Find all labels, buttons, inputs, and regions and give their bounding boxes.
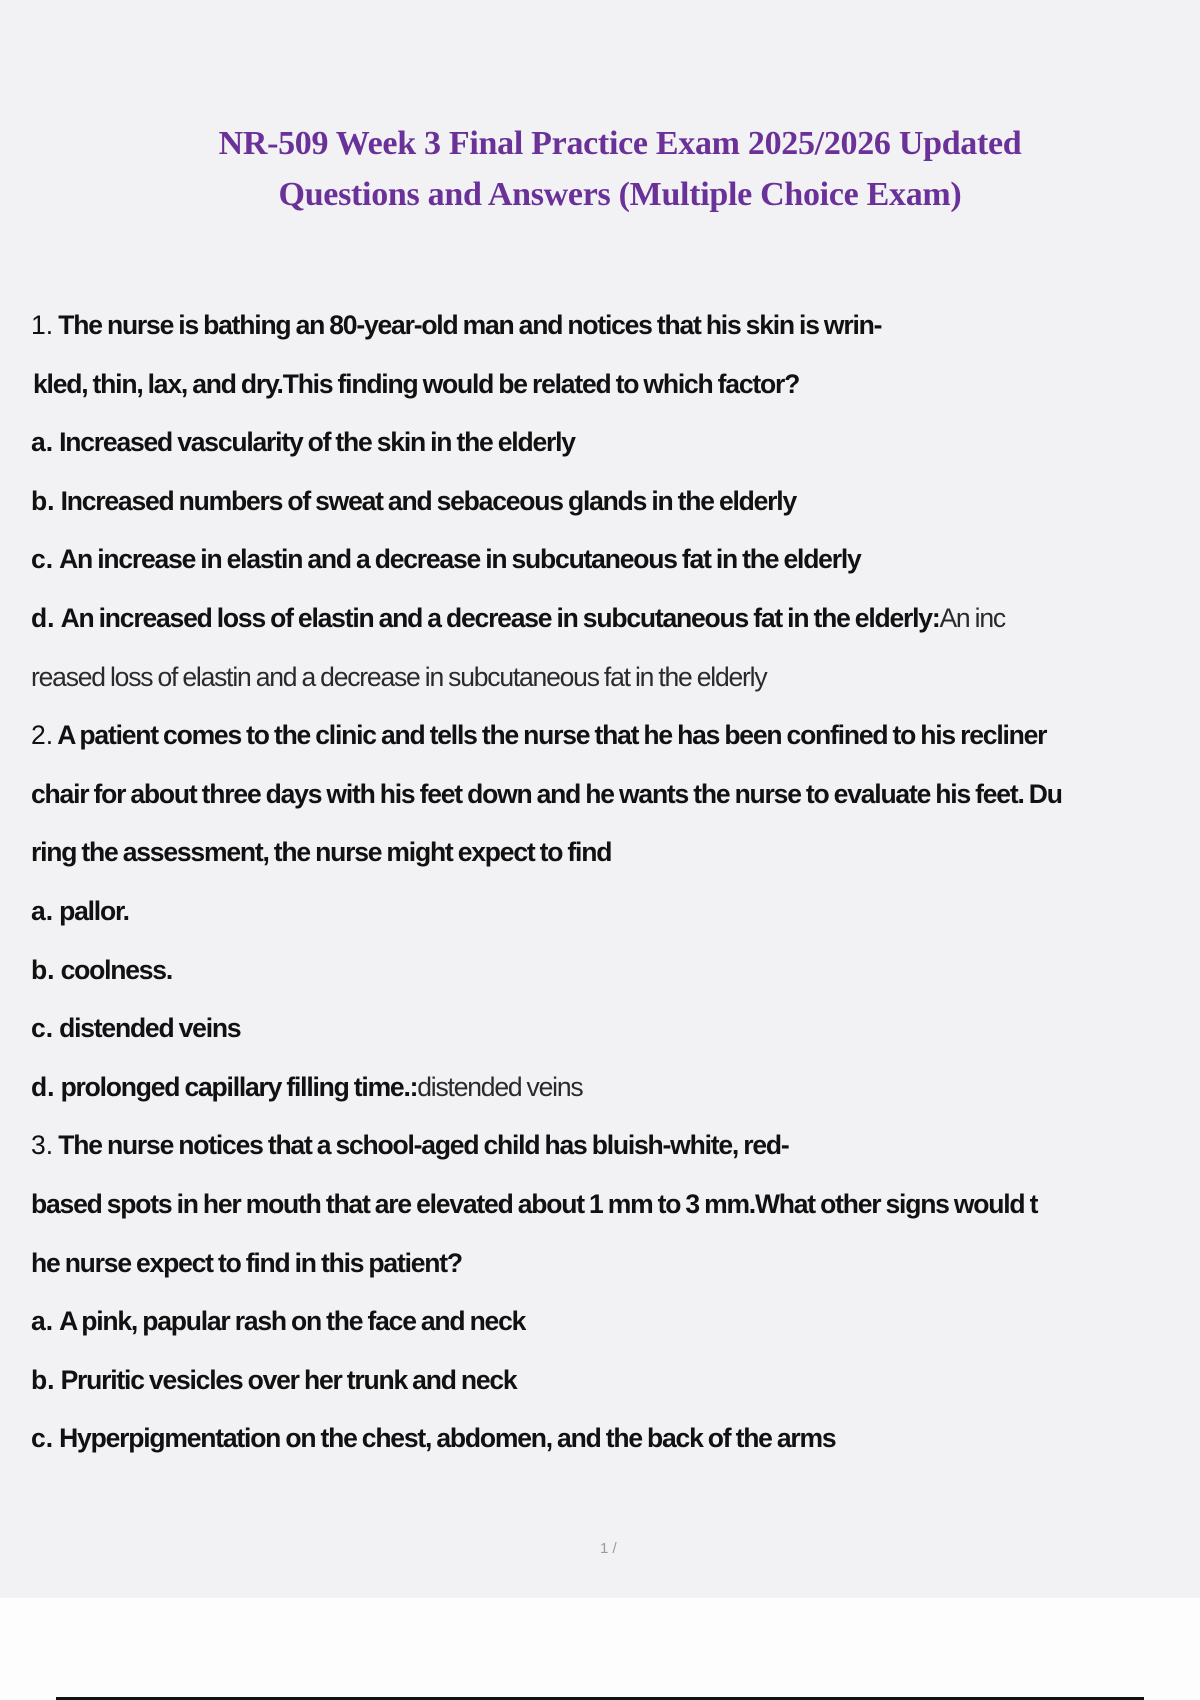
- question-number: 2.: [31, 720, 54, 751]
- question-number: 3.: [31, 1130, 54, 1161]
- question-1-option-b: b. Increased numbers of sweat and sebaceous glands in the elderly: [31, 485, 796, 516]
- question-number: 1.: [31, 310, 54, 340]
- question-3-stem-line-1: 3. The nurse notices that a school-aged child has bluish-white, red-: [31, 1130, 789, 1161]
- question-3-option-a: a. A pink, papular rash on the face and neck: [31, 1306, 526, 1337]
- question-3-stem-line-2: based spots in her mouth that are elevated about 1 mm to 3 mm.What other signs would t: [31, 1188, 1038, 1219]
- page-indicator: 1 /: [600, 1540, 617, 1557]
- answer-text: distended veins: [417, 1071, 583, 1102]
- answer-text: An inc: [939, 602, 1005, 633]
- question-1-option-c: c. An increase in elastin and a decrease in subcutaneous fat in the elderly: [31, 544, 861, 575]
- question-list: [31, 310, 1200, 1490]
- title-line-1: NR-509 Week 3 Final Practice Exam 2025/2026 Updated: [218, 125, 1022, 162]
- question-1-stem-line-1: 1. The nurse is bathing an 80-year-old man and notices that his skin is wrin-: [31, 310, 882, 340]
- document-title: [0, 118, 1200, 220]
- question-1-answer-continuation: reased loss of elastin and a decrease in subcutaneous fat in the elderly: [31, 661, 767, 692]
- question-2-stem-line-1: 2. A patient comes to the clinic and tells the nurse that he has been confined to his recliner: [31, 720, 1047, 751]
- question-1-option-d: d. An increased loss of elastin and a decrease in subcutaneous fat in the elderly:An inc: [31, 602, 1005, 633]
- question-1-stem-line-2: kled, thin, lax, and dry.This finding would be related to which factor?: [33, 368, 800, 399]
- question-2-stem-line-2: chair for about three days with his feet down and he wants the nurse to evaluate his feet. Du: [31, 778, 1062, 809]
- question-2-stem-line-3: ring the assessment, the nurse might expect to find: [31, 837, 612, 868]
- question-3-stem-line-3: he nurse expect to find in this patient?: [31, 1247, 462, 1278]
- title-line-2: Questions and Answers (Multiple Choice Exam): [278, 176, 962, 213]
- question-3-option-b: b. Pruritic vesicles over her trunk and neck: [31, 1364, 517, 1395]
- question-2-option-a: a. pallor.: [31, 895, 129, 926]
- question-2-option-c: c. distended veins: [31, 1013, 241, 1044]
- question-3-option-c: c. Hyperpigmentation on the chest, abdomen, and the back of the arms: [31, 1423, 836, 1454]
- question-2-option-d: d. prolonged capillary filling time.:distended veins: [31, 1071, 583, 1102]
- question-2-option-b: b. coolness.: [31, 954, 173, 985]
- question-1-option-a: a. Increased vascularity of the skin in the elderly: [31, 427, 575, 458]
